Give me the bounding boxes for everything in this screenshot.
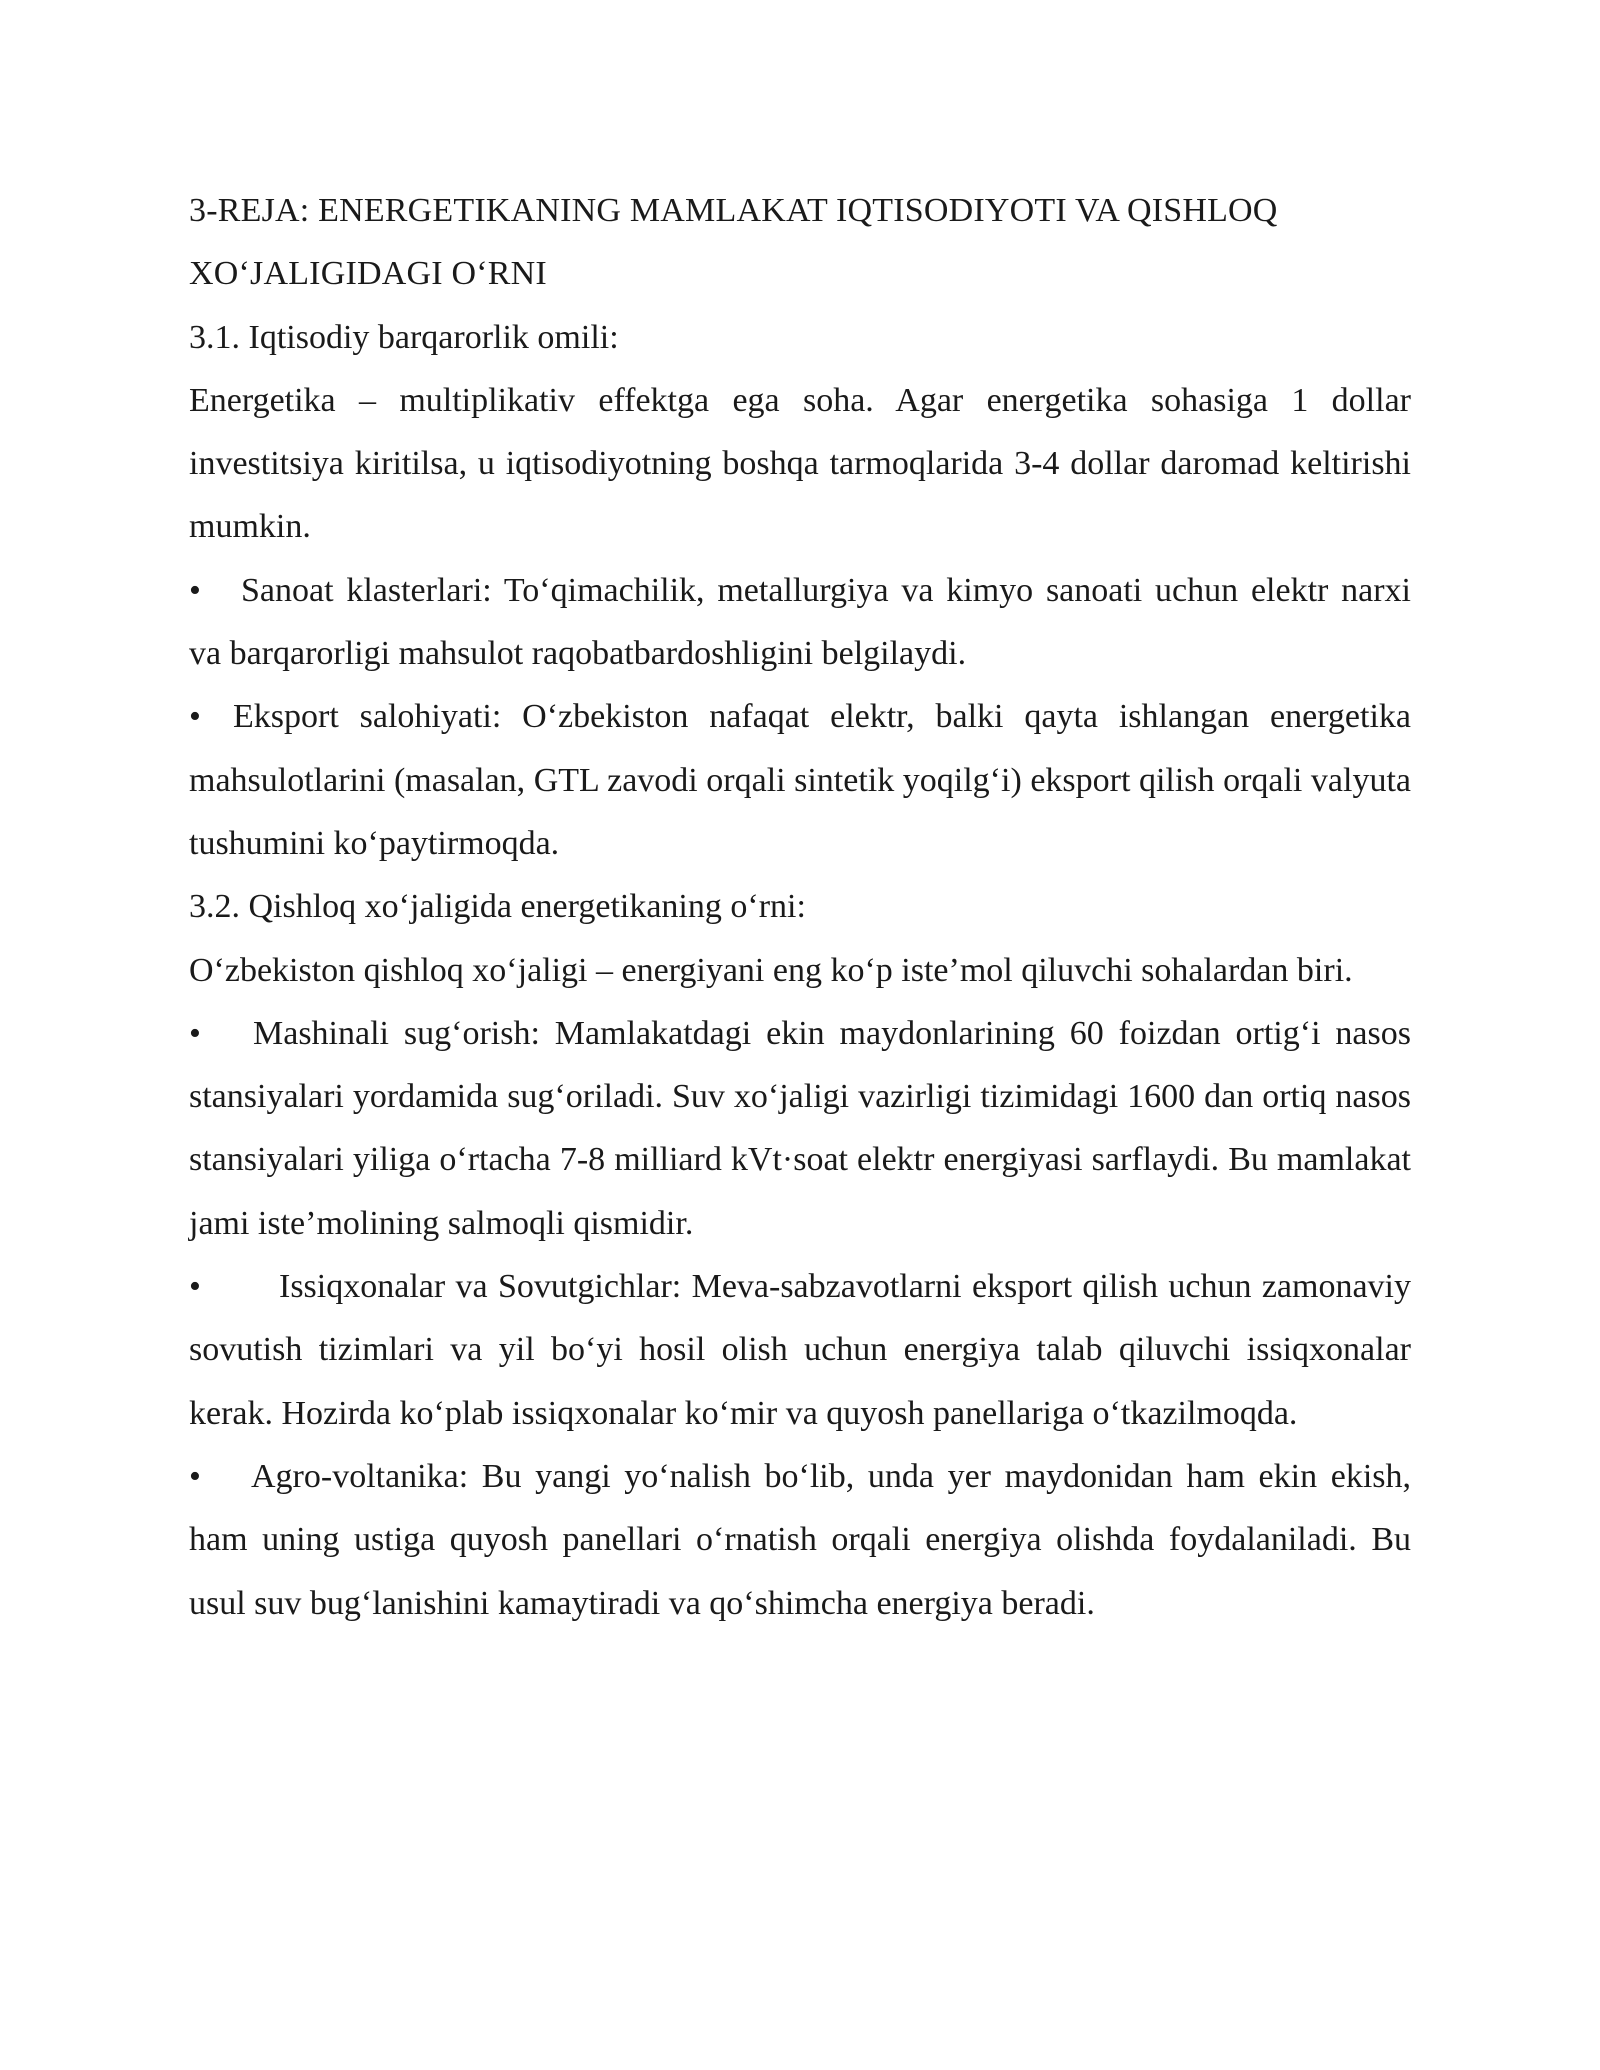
bullet-item-export-potential: [189, 685, 1411, 875]
document-body: [189, 179, 1411, 1635]
bullet-text: Eksport salohiyati: O‘zbekiston nafaqat elektr, balki qayta ishlangan energetika mahsulotlarini (masalan, GTL zavodi orqali sintetik yoqilg‘i) eksport qilish orqali valyuta tushumini ko‘paytirmoqda.: [189, 698, 1411, 862]
section-heading: [189, 179, 1411, 306]
bullet-item-mechanical-irrigation: [189, 1002, 1411, 1255]
bullet-text: Issiqxonalar va Sovutgichlar: Meva-sabzavotlarni eksport qilish uchun zamonaviy sovutish tizimlari va yil bo‘yi hosil olish uchun energiya talab qiluvchi issiqxonalar kerak. Hozirda ko‘plab issiqxonalar ko‘mir va quyosh panellariga o‘tkazilmoqda.: [189, 1268, 1411, 1432]
bullet-item-greenhouses-refrigerators: [189, 1255, 1411, 1445]
paragraph-agriculture-consumption: O‘zbekiston qishloq xo‘jaligi – energiyani eng ko‘p iste’mol qiluvchi sohalardan biri.: [189, 951, 1353, 989]
bullet-item-industrial-clusters: [189, 559, 1411, 686]
bullet-item-agrovoltaics: [189, 1445, 1411, 1635]
bullet-icon: •: [189, 698, 201, 736]
heading-line-1: 3-REJA: ENERGETIKANING MAMLAKAT IQTISODIYOTI VA QISHLOQ: [189, 192, 1278, 229]
paragraph-multiplier-effect: Energetika – multiplikativ effektga ega soha. Agar energetika sohasiga 1 dollar investitsiya kiritilsa, u iqtisodiyotning boshqa tarmoqlarida 3-4 dollar daromad keltirishi mumkin.: [189, 381, 1411, 546]
subsection-title-3-1: 3.1. Iqtisodiy barqarorlik omili:: [189, 318, 619, 356]
bullet-text: Agro-voltanika: Bu yangi yo‘nalish bo‘lib, unda yer maydonidan ham ekin ekish, ham uning ustiga quyosh panellari o‘rnatish orqali energiya olishda foydalaniladi. Bu usul suv bug‘lanishini kamaytiradi va qo‘shimcha energiya beradi.: [189, 1457, 1411, 1622]
heading-line-2: XO‘JALIGIDAGI O‘RNI: [189, 255, 547, 293]
bullet-text: Mashinali sug‘orish: Mamlakatdagi ekin maydonlarining 60 foizdan ortig‘i nasos stansiyalari yordamida sug‘oriladi. Suv xo‘jaligi vazirligi tizimidagi 1600 dan ortiq nasos stansiyalari yiliga o‘rtacha 7-8 milliard kVt·soat elektr energiyasi sarflaydi. Bu mamlakat jami iste’molining salmoqli qismidir.: [189, 1014, 1411, 1242]
bullet-icon: •: [189, 1457, 201, 1495]
bullet-text: Sanoat klasterlari: To‘qimachilik, metallurgiya va kimyo sanoati uchun elektr narxi va barqarorligi mahsulot raqobatbardoshligini belgilaydi.: [189, 571, 1411, 673]
bullet-icon: •: [189, 1268, 201, 1306]
bullet-icon: •: [189, 1014, 201, 1052]
subsection-title-3-2: 3.2. Qishloq xo‘jaligida energetikaning o‘rni:: [189, 888, 806, 926]
bullet-icon: •: [189, 571, 201, 609]
